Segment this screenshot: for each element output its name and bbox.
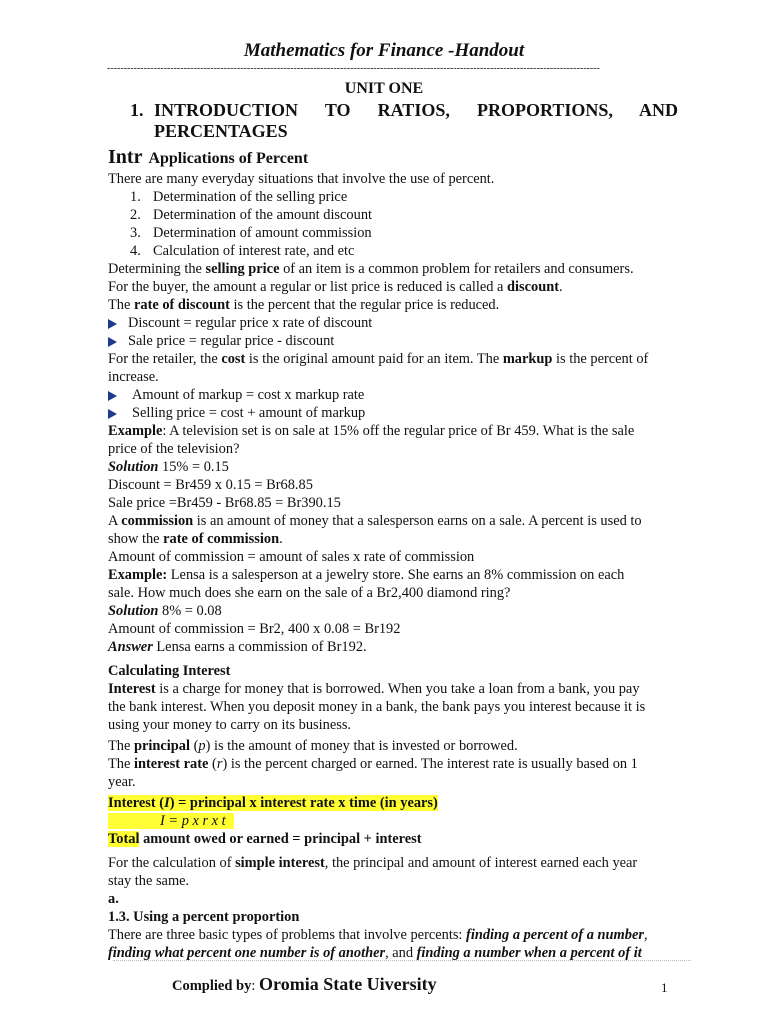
bullet-item: Sale price = regular price - discount [108, 332, 678, 350]
chapter-title-line2: PERCENTAGES [154, 121, 288, 141]
arrow-bullet-icon [108, 409, 117, 419]
applications-list [108, 188, 678, 260]
interest-formula: Interest (I) = principal x interest rate x time (in years) [108, 795, 438, 811]
bullet-item: Amount of markup = cost x markup rate [108, 386, 678, 404]
calculating-interest-heading: Calculating Interest [108, 663, 231, 679]
section-heading-overlap: Intr [108, 146, 143, 168]
list-item: 4. Calculation of interest rate, and etc [130, 243, 355, 259]
example-commission-amount: Amount of commission = Br2, 400 x 0.08 = Br192 [108, 621, 401, 637]
arrow-bullet-icon [108, 319, 117, 329]
list-marker-a: a. [108, 891, 119, 907]
chapter-number: 1. [130, 100, 144, 120]
interest-rate-paragraph: The interest rate (r) is the percent charged or earned. The interest rate is usually based on 1 year. [108, 756, 638, 790]
interest-paragraph: Interest is a charge for money that is borrowed. When you take a loan from a bank, you pay the bank interest. When you deposit money in a bank, the bank pays you interest because it is using your money to carry on its business. [108, 681, 646, 733]
arrow-bullet-icon [108, 337, 117, 347]
list-item: 1. Determination of the selling price [130, 189, 348, 205]
example-television-discount: Discount = Br459 x 0.15 = Br68.85 [108, 477, 313, 493]
total-amount-formula: Total amount owed or earned = principal + interest [108, 831, 422, 847]
list-item: 3. Determination of amount commission [130, 225, 372, 241]
commission-formula: Amount of commission = amount of sales x rate of commission [108, 549, 475, 565]
header-divider: ---------------------------------------------------------------------------------------------------------------------------------------------------- [107, 63, 600, 74]
example-television-sale-price: Sale price =Br459 - Br68.85 = Br390.15 [108, 495, 341, 511]
retailer-paragraph: For the retailer, the cost is the original amount paid for an item. The markup is the percent of increase. [108, 351, 649, 385]
commission-paragraph: A commission is an amount of money that a salesperson earns on a sale. A percent is used to show the rate of commission. [108, 513, 642, 547]
selling-price-paragraph: Determining the selling price of an item is a common problem for retailers and consumers. [108, 261, 634, 277]
bullet-item: Discount = regular price x rate of discount [108, 314, 678, 332]
footer-divider [113, 960, 691, 961]
section-heading-title: Applications of Percent [148, 150, 309, 167]
example-television-solution: Solution 15% = 0.15 [108, 459, 229, 475]
page-number: 1 [661, 980, 668, 995]
example-commission-solution: Solution 8% = 0.08 [108, 603, 222, 619]
percent-proportion-paragraph: There are three basic types of problems that involve percents: finding a percent of a number, finding what percent one number is of another, and finding a number when a percent of it [108, 927, 648, 961]
example-television: Example: A television set is on sale at 15% off the regular price of Br 459. What is the sale price of the television? [108, 423, 635, 457]
unit-title: UNIT ONE [344, 80, 424, 97]
list-item: 2. Determination of the amount discount [130, 207, 373, 223]
header-title: Mathematics for Finance -Handout [243, 40, 525, 61]
buyer-paragraph: For the buyer, the amount a regular or list price is reduced is called a discount. [108, 279, 563, 295]
footer-organization: Oromia State Uiversity [259, 974, 437, 994]
simple-interest-paragraph: For the calculation of simple interest, the principal and amount of interest earned each year stay the same. [108, 855, 638, 889]
bullet-item: Selling price = cost + amount of markup [108, 404, 678, 422]
chapter-title [130, 100, 678, 142]
section-heading [108, 146, 308, 169]
principal-paragraph: The principal (p) is the amount of money that is invested or borrowed. [108, 738, 518, 754]
chapter-title-line1: INTRODUCTION TO RATIOS, PROPORTIONS, AND [154, 100, 678, 120]
interest-formula-short: I = p x r x t [108, 812, 678, 830]
example-commission: Example: Lensa is a salesperson at a jewelry store. She earns an 8% commission on each sale. How much does she earn on the sale of a Br2,400 diamond ring? [108, 567, 625, 601]
footer-credit: Complied by: Oromia State Uiversity [172, 974, 437, 994]
example-commission-answer: Answer Lensa earns a commission of Br192. [108, 639, 367, 655]
rate-of-discount-paragraph: The rate of discount is the percent that the regular price is reduced. [108, 297, 500, 313]
arrow-bullet-icon [108, 391, 117, 401]
percent-proportion-heading: 1.3. Using a percent proportion [108, 909, 300, 925]
document-body [108, 170, 678, 962]
intro-paragraph: There are many everyday situations that involve the use of percent. [108, 171, 495, 187]
